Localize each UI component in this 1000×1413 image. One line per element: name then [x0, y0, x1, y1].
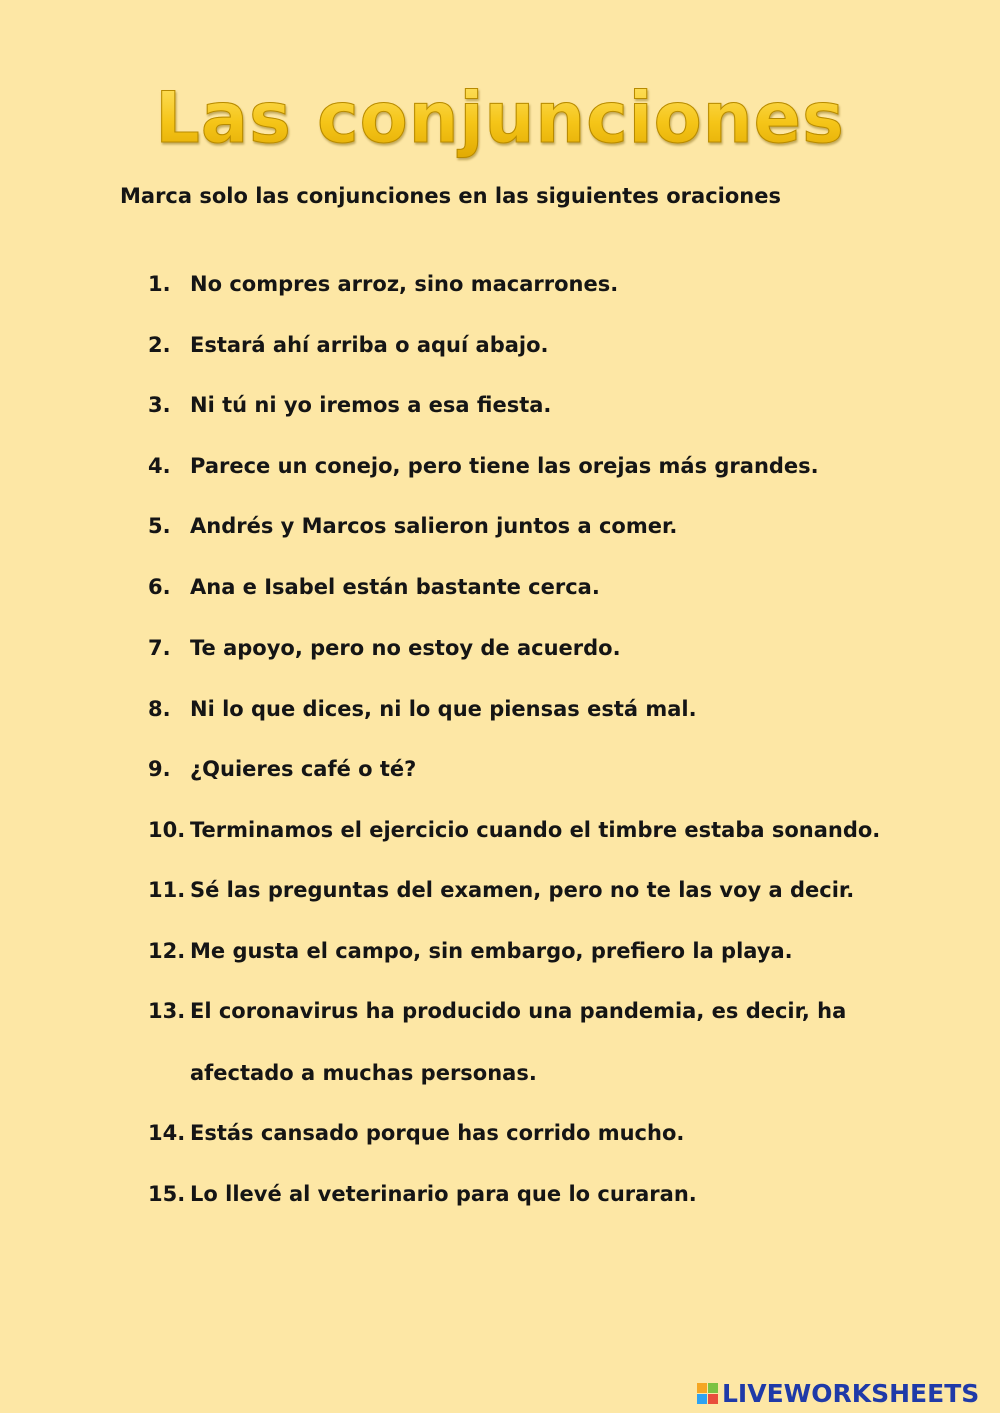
list-item [148, 575, 600, 599]
item-sentence-continuation[interactable]: afectado a muchas personas. [190, 1061, 537, 1085]
item-sentence[interactable]: No compres arroz, sino macarrones. [190, 272, 619, 296]
item-sentence[interactable]: Sé las preguntas del examen, pero no te las voy a decir. [190, 878, 855, 902]
item-number: 10. [148, 818, 186, 842]
item-sentence[interactable]: Parece un conejo, pero tiene las orejas más grandes. [190, 454, 819, 478]
item-sentence[interactable]: Lo llevé al veterinario para que lo curaran. [190, 1182, 697, 1206]
item-sentence[interactable]: Ni tú ni yo iremos a esa fiesta. [190, 393, 552, 417]
item-number: 6. [148, 575, 171, 599]
item-number: 7. [148, 636, 171, 660]
list-item [148, 272, 618, 296]
item-sentence[interactable]: Estás cansado porque has corrido mucho. [190, 1121, 685, 1145]
item-sentence[interactable]: ¿Quieres café o té? [190, 757, 417, 781]
item-number: 2. [148, 333, 171, 357]
item-sentence[interactable]: Me gusta el campo, sin embargo, prefiero la playa. [190, 939, 793, 963]
page-title: Las conjunciones [0, 76, 1000, 160]
item-number: 3. [148, 393, 171, 417]
item-number: 1. [148, 272, 171, 296]
item-number: 13. [148, 999, 186, 1023]
list-item [148, 878, 854, 902]
list-item [148, 818, 880, 842]
item-number: 8. [148, 697, 171, 721]
list-item [148, 514, 677, 538]
list-item [148, 636, 621, 660]
item-number: 14. [148, 1121, 186, 1145]
logo-text: LIVEWORKSHEETS [722, 1378, 980, 1408]
item-number: 4. [148, 454, 171, 478]
item-number: 11. [148, 878, 186, 902]
list-item [148, 999, 846, 1023]
item-number: 9. [148, 757, 171, 781]
list-item [148, 393, 551, 417]
liveworksheets-logo[interactable] [697, 1378, 979, 1408]
list-item [148, 333, 549, 357]
item-sentence[interactable]: Ni lo que dices, ni lo que piensas está mal. [190, 697, 697, 721]
list-item [148, 1121, 684, 1145]
list-item [148, 939, 793, 963]
item-sentence[interactable]: Andrés y Marcos salieron juntos a comer. [190, 514, 678, 538]
list-item [148, 454, 819, 478]
item-number: 15. [148, 1182, 186, 1206]
list-item [148, 697, 697, 721]
item-sentence[interactable]: El coronavirus ha producido una pandemia, es decir, ha [190, 999, 847, 1023]
item-sentence[interactable]: Terminamos el ejercicio cuando el timbre estaba sonando. [190, 818, 881, 842]
item-number: 5. [148, 514, 171, 538]
item-sentence[interactable]: Ana e Isabel están bastante cerca. [190, 575, 600, 599]
instruction-text: Marca solo las conjunciones en las siguientes oraciones [120, 184, 781, 208]
list-item [148, 1182, 697, 1206]
item-number: 12. [148, 939, 186, 963]
item-sentence[interactable]: Estará ahí arriba o aquí abajo. [190, 333, 549, 357]
list-item [148, 757, 416, 781]
logo-squares-icon [697, 1383, 718, 1404]
item-sentence[interactable]: Te apoyo, pero no estoy de acuerdo. [190, 636, 621, 660]
